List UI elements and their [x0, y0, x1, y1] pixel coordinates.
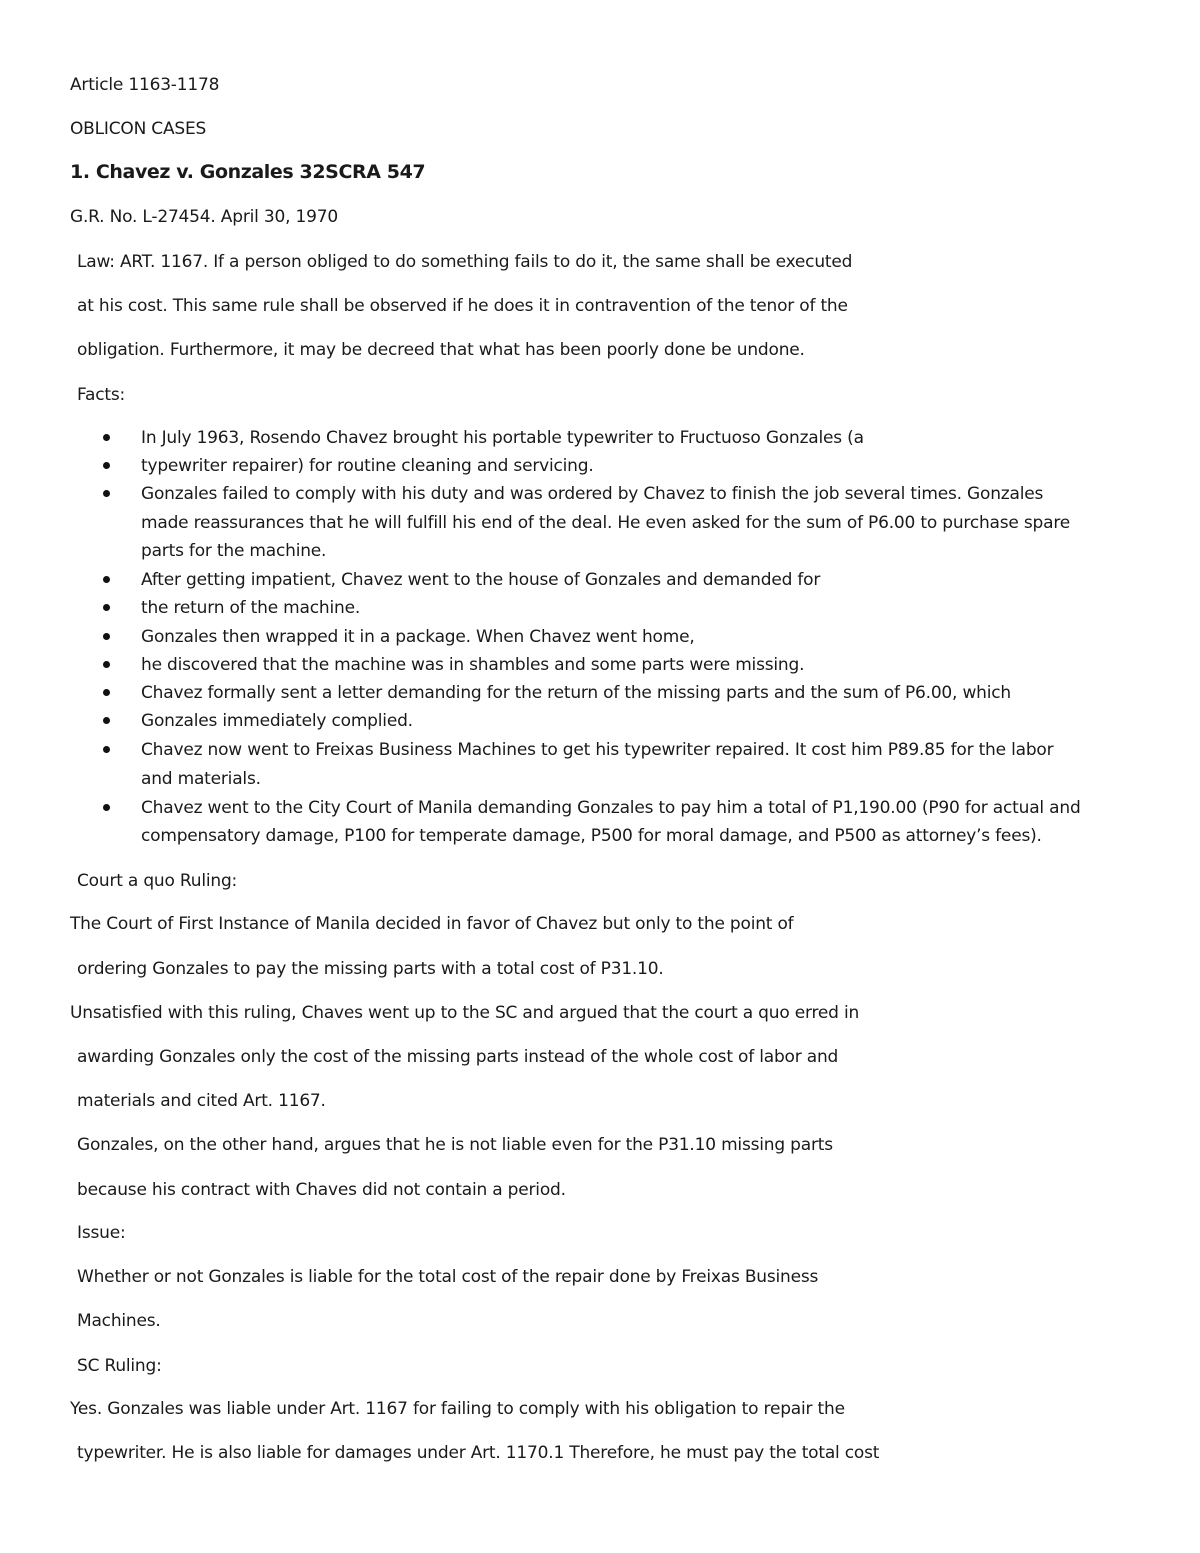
- fact-line: After getting impatient, Chavez went to the house of Gonzales and demanded for: [141, 570, 821, 590]
- case-title: 1. Chavez v. Gonzales 32SCRA 547: [70, 161, 426, 183]
- fact-line: typewriter repairer) for routine cleaning and servicing.: [141, 456, 594, 476]
- court-a-quo-line: Gonzales, on the other hand, argues that he is not liable even for the P31.10 missing parts: [77, 1135, 833, 1155]
- law-line: obligation. Furthermore, it may be decreed that what has been poorly done be undone.: [77, 340, 805, 360]
- fact-line: Chavez now went to Freixas Business Machines to get his typewriter repaired. It cost him P89.85 for the labor: [141, 740, 1054, 760]
- article-range: Article 1163-1178: [70, 75, 220, 95]
- bullet-icon: [103, 434, 110, 441]
- court-a-quo-line: Unsatisfied with this ruling, Chaves went up to the SC and argued that the court a quo erred in: [70, 1003, 860, 1023]
- fact-line: compensatory damage, P100 for temperate damage, P500 for moral damage, and P500 as attorney’s fees).: [141, 826, 1042, 846]
- bullet-icon: [103, 462, 110, 469]
- section-label: OBLICON CASES: [70, 119, 207, 139]
- fact-line: he discovered that the machine was in shambles and some parts were missing.: [141, 655, 805, 675]
- issue-label: Issue:: [77, 1223, 126, 1243]
- fact-line: Gonzales failed to comply with his duty and was ordered by Chavez to finish the job several times. Gonzales: [141, 484, 1044, 504]
- issue-line: Whether or not Gonzales is liable for the total cost of the repair done by Freixas Business: [77, 1267, 819, 1287]
- bullet-icon: [103, 746, 110, 753]
- court-a-quo-line: The Court of First Instance of Manila decided in favor of Chavez but only to the point of: [70, 914, 794, 934]
- bullet-icon: [103, 717, 110, 724]
- sc-ruling-label: SC Ruling:: [77, 1356, 162, 1376]
- bullet-icon: [103, 689, 110, 696]
- court-a-quo-line: because his contract with Chaves did not contain a period.: [77, 1180, 566, 1200]
- bullet-icon: [103, 490, 110, 497]
- law-line: at his cost. This same rule shall be observed if he does it in contravention of the tenor of the: [77, 296, 848, 316]
- bullet-icon: [103, 604, 110, 611]
- facts-label: Facts:: [77, 385, 126, 405]
- court-a-quo-label: Court a quo Ruling:: [77, 871, 238, 891]
- case-citation: G.R. No. L-27454. April 30, 1970: [70, 207, 338, 227]
- bullet-icon: [103, 661, 110, 668]
- bullet-icon: [103, 804, 110, 811]
- court-a-quo-line: awarding Gonzales only the cost of the missing parts instead of the whole cost of labor and: [77, 1047, 839, 1067]
- fact-line: Gonzales then wrapped it in a package. When Chavez went home,: [141, 627, 695, 647]
- fact-line: made reassurances that he will fulfill his end of the deal. He even asked for the sum of P6.00 to purchase spare: [141, 513, 1071, 533]
- fact-line: and materials.: [141, 769, 261, 789]
- law-line: Law: ART. 1167. If a person obliged to do something fails to do it, the same shall be executed: [77, 252, 853, 272]
- fact-line: In July 1963, Rosendo Chavez brought his portable typewriter to Fructuoso Gonzales (a: [141, 428, 864, 448]
- fact-line: Gonzales immediately complied.: [141, 711, 413, 731]
- fact-line: Chavez formally sent a letter demanding for the return of the missing parts and the sum of P6.00, which: [141, 683, 1011, 703]
- fact-line: parts for the machine.: [141, 541, 327, 561]
- fact-line: the return of the machine.: [141, 598, 361, 618]
- court-a-quo-line: ordering Gonzales to pay the missing parts with a total cost of P31.10.: [77, 959, 664, 979]
- issue-line: Machines.: [77, 1311, 161, 1331]
- court-a-quo-line: materials and cited Art. 1167.: [77, 1091, 326, 1111]
- sc-ruling-line: Yes. Gonzales was liable under Art. 1167 for failing to comply with his obligation to repair the: [70, 1399, 845, 1419]
- bullet-icon: [103, 633, 110, 640]
- bullet-icon: [103, 576, 110, 583]
- fact-line: Chavez went to the City Court of Manila demanding Gonzales to pay him a total of P1,190.00 (P90 for actual and: [141, 798, 1081, 818]
- sc-ruling-line: typewriter. He is also liable for damages under Art. 1170.1 Therefore, he must pay the total cost: [77, 1443, 880, 1463]
